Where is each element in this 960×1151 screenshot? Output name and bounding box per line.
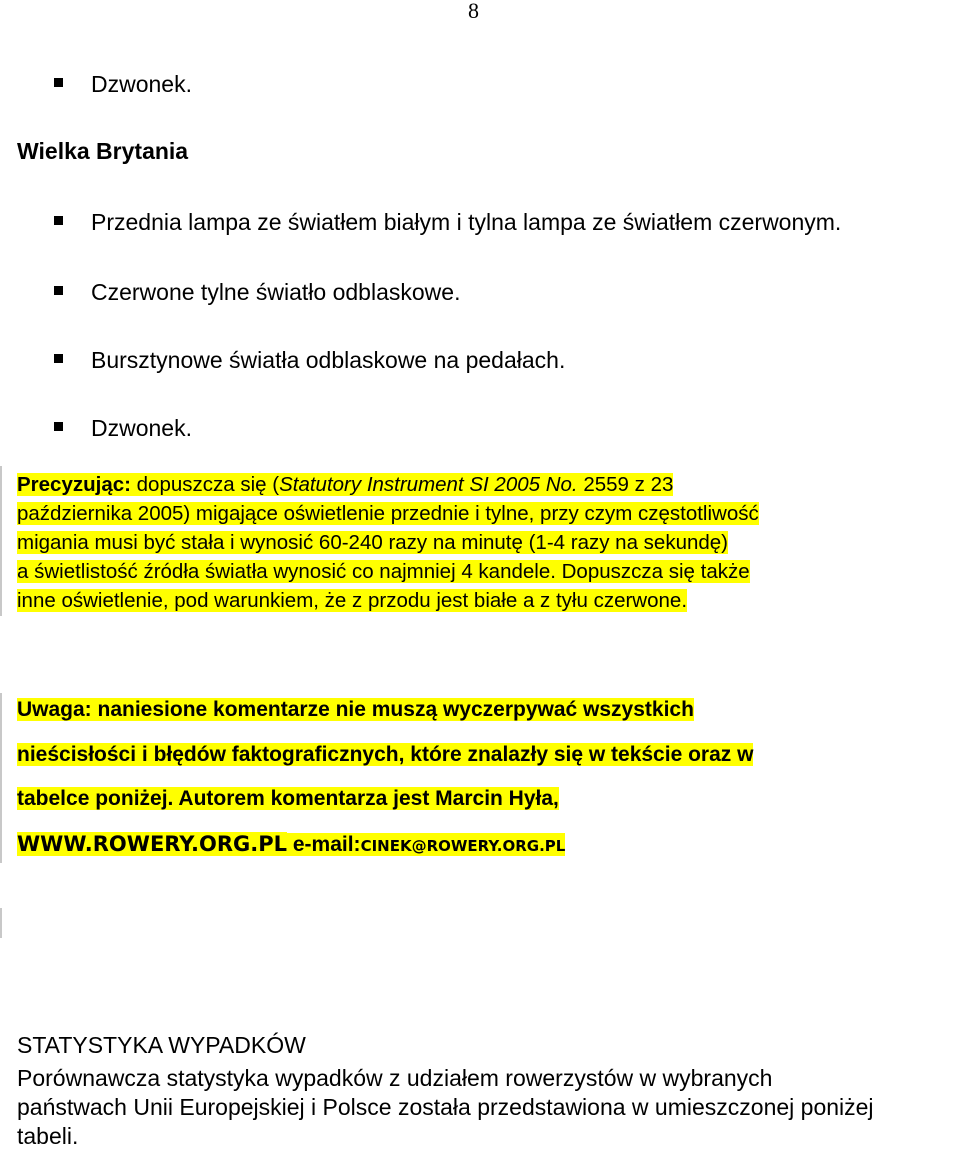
list-item-text: Dzwonek. [91,71,192,97]
list-item-text: Dzwonek. [91,415,192,441]
paragraph-text: 2559 z 23 [577,473,674,496]
change-bar [0,693,2,863]
list-item [54,414,192,442]
bullet-square-icon [54,354,63,363]
bullet-square-icon [54,286,63,295]
stats-line: państwach Unii Europejskiej i Polsce została przedstawiona w umieszczonej poniżej [17,1094,874,1120]
stats-title: STATYSTYKA WYPADKÓW [17,1032,306,1058]
list-item [54,208,841,236]
section-heading: Wielka Brytania [17,138,189,164]
paragraph-lead: Precyzując: [17,473,131,496]
list-item-text: Czerwone tylne światło odblaskowe. [91,279,461,305]
page-number: 8 [468,0,479,23]
list-item [54,70,192,98]
list-item [54,346,565,374]
paragraph-line: a świetlistość źródła światła wynosić co najmniej 4 kandele. Dopuszcza się także [17,560,750,583]
paragraph-text: dopuszcza się ( [130,473,280,496]
list-item [54,278,460,306]
website-link[interactable]: WWW.ROWERY.ORG.PL [17,832,288,856]
note-line: nieścisłości i błędów faktograficznych, które znalazły się w tekście oraz w [17,743,754,766]
stats-paragraph [17,1064,957,1151]
paragraph-line: października 2005) migające oświetlenie przednie i tylne, przy czym częstotliwość [17,502,759,525]
stats-line: Porównawcza statystyka wypadków z udziałem rowerzystów w wybranych [17,1065,773,1091]
list-item-text: Bursztynowe światła odblaskowe na pedałach. [91,347,566,373]
paragraph-line: migania musi być stała i wynosić 60-240 razy na minutę (1-4 razy na sekundę) [17,531,728,554]
email-label: e-mail: [287,833,361,856]
list-item-text: Przednia lampa ze światłem białym i tylna lampa ze światłem czerwonym. [91,209,842,235]
stats-line: tabeli. [17,1123,79,1149]
note-contact [17,832,947,857]
paragraph-line: inne oświetlenie, pod warunkiem, że z przodu jest białe a z tyłu czerwone. [17,589,688,612]
bullet-square-icon [54,216,63,225]
highlighted-paragraph [17,470,937,615]
bullet-square-icon [54,78,63,87]
note-line: tabelce poniżej. Autorem komentarza jest Marcin Hyła, [17,787,559,810]
note-line: Uwaga: naniesione komentarze nie muszą wyczerpywać wszystkich [17,698,694,721]
email-link[interactable]: CINEK@ROWERY.ORG.PL [360,837,566,855]
paragraph-italic: Statutory Instrument SI 2005 No. [279,473,578,496]
bullet-square-icon [54,422,63,431]
change-bar [0,908,2,938]
change-bar [0,466,2,616]
